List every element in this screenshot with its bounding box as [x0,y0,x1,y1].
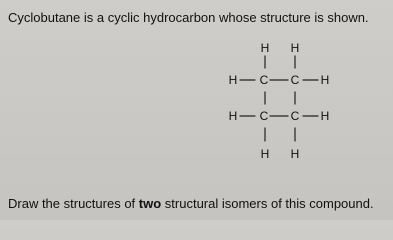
task-text-before: Draw the structures of [8,196,139,211]
atom-h-bottom-right: H [290,147,300,161]
atom-h-right-bottom: H [320,109,330,123]
atom-c-top-right: C [290,73,300,87]
atom-c-bottom-right: C [290,109,300,123]
atom-h-bottom-left: H [260,147,270,161]
question-intro-text: Cyclobutane is a cyclic hydrocarbon whose structure is shown. [8,10,369,25]
task-text-emphasis: two [138,196,162,211]
atom-h-left-bottom: H [228,109,238,123]
atom-c-top-left: C [259,73,269,87]
atom-h-top-right: H [290,41,300,55]
atom-h-top-left: H [260,41,270,55]
atom-c-bottom-left: C [259,109,269,123]
atom-h-left-top: H [228,73,238,87]
question-task-text [8,196,388,212]
atom-h-right-top: H [320,73,330,87]
task-text-after: structural isomers of this compound. [161,196,374,211]
